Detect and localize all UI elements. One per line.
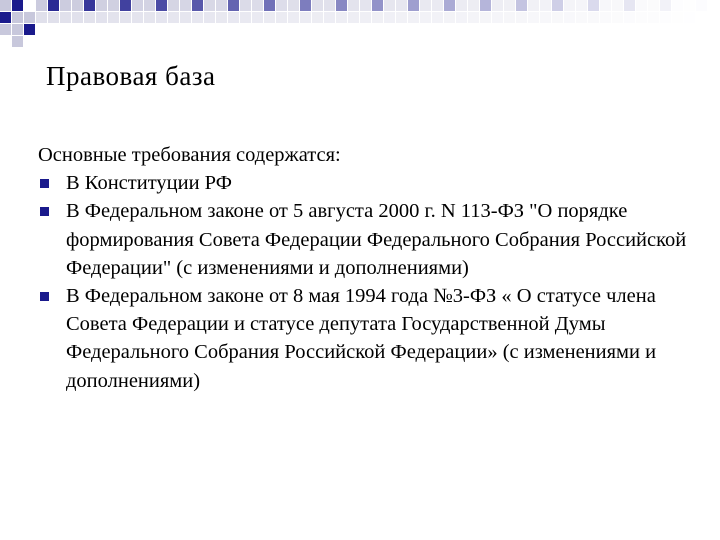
decorative-square — [252, 0, 263, 11]
decorative-square — [456, 0, 467, 11]
bullet-list — [38, 169, 688, 395]
decorative-square — [396, 12, 407, 23]
decorative-square — [480, 0, 491, 11]
decorative-square — [240, 12, 251, 23]
decorative-square — [180, 12, 191, 23]
decorative-square — [72, 12, 83, 23]
list-item — [38, 169, 688, 197]
decorative-square — [240, 0, 251, 11]
square-bullet-icon — [40, 207, 49, 216]
decorative-square — [612, 12, 623, 23]
decorative-square — [576, 12, 587, 23]
decorative-square — [636, 0, 647, 11]
decorative-square — [396, 0, 407, 11]
list-item — [38, 197, 688, 282]
decorative-square — [168, 0, 179, 11]
decorative-square — [108, 12, 119, 23]
decorative-square — [192, 12, 203, 23]
decorative-square — [492, 12, 503, 23]
square-bullet-icon — [40, 179, 49, 188]
decorative-square — [300, 12, 311, 23]
decorative-square — [444, 0, 455, 11]
decorative-square — [528, 0, 539, 11]
decorative-square — [432, 0, 443, 11]
decorative-square — [492, 0, 503, 11]
decorative-square — [660, 12, 671, 23]
decorative-square — [420, 0, 431, 11]
decorative-square — [288, 12, 299, 23]
decorative-square — [84, 12, 95, 23]
decorative-square — [480, 12, 491, 23]
decorative-square — [276, 0, 287, 11]
decorative-square — [108, 0, 119, 11]
decorative-square — [672, 12, 683, 23]
intro-text: Основные требования содержатся: — [38, 144, 341, 166]
decorative-square — [348, 0, 359, 11]
decorative-square — [684, 0, 695, 11]
decorative-square — [528, 12, 539, 23]
list-item — [38, 282, 688, 395]
decorative-square — [60, 12, 71, 23]
decorative-square — [324, 0, 335, 11]
decorative-square — [96, 0, 107, 11]
decorative-square — [336, 0, 347, 11]
decorative-square — [600, 12, 611, 23]
decorative-square — [72, 0, 83, 11]
decorative-square — [624, 0, 635, 11]
decorative-square — [228, 0, 239, 11]
decorative-square — [612, 0, 623, 11]
decorative-square — [456, 12, 467, 23]
decorative-square — [660, 0, 671, 11]
decorative-square — [564, 12, 575, 23]
decorative-square — [624, 12, 635, 23]
decorative-square — [384, 12, 395, 23]
decorative-square — [540, 0, 551, 11]
decorative-square — [564, 0, 575, 11]
decorative-square — [408, 12, 419, 23]
decorative-square — [384, 0, 395, 11]
decorative-square — [684, 12, 695, 23]
list-item-text: В Федеральном законе от 5 августа 2000 г. N 113-ФЗ "О порядке формирования Совета Федерации Федерального Собрания Российской Федерации" (с изменениями и дополнениями) — [66, 200, 687, 279]
decorative-square — [588, 0, 599, 11]
decorative-square — [144, 0, 155, 11]
decorative-square — [360, 0, 371, 11]
decorative-square — [252, 12, 263, 23]
decorative-square — [420, 12, 431, 23]
decorative-square — [360, 12, 371, 23]
decorative-square — [348, 12, 359, 23]
decorative-square — [48, 12, 59, 23]
decorative-square — [696, 0, 707, 11]
decorative-square — [216, 0, 227, 11]
decorative-square — [132, 12, 143, 23]
decorative-square — [600, 0, 611, 11]
decorative-square — [588, 12, 599, 23]
decorative-square — [540, 12, 551, 23]
decorative-square — [276, 12, 287, 23]
decorative-square — [120, 12, 131, 23]
decorative-square — [264, 12, 275, 23]
decorative-square — [504, 12, 515, 23]
decorative-square — [216, 12, 227, 23]
decorative-square — [96, 12, 107, 23]
decorative-square — [672, 0, 683, 11]
decorative-square — [204, 12, 215, 23]
decorative-square — [120, 0, 131, 11]
slide-body — [38, 141, 688, 395]
decorative-square — [444, 12, 455, 23]
decorative-square — [288, 0, 299, 11]
decorative-square — [192, 0, 203, 11]
decorative-square — [516, 0, 527, 11]
decorative-square — [648, 0, 659, 11]
decorative-square — [336, 12, 347, 23]
list-item-text: В Федеральном законе от 8 мая 1994 года №3-ФЗ « О статусе члена Совета Федерации и статусе депутата Государственной Думы Федерального Собрания Российской Федерации» (с изменениями и дополнениями) — [66, 285, 657, 392]
decorative-square — [36, 0, 47, 11]
decorative-squares — [0, 0, 720, 60]
decorative-square — [36, 12, 47, 23]
decorative-square — [372, 0, 383, 11]
decorative-square — [552, 0, 563, 11]
decorative-square — [576, 0, 587, 11]
decorative-square — [264, 0, 275, 11]
decorative-square — [156, 0, 167, 11]
square-bullet-icon — [40, 292, 49, 301]
decorative-square — [432, 12, 443, 23]
decorative-square — [132, 0, 143, 11]
decorative-square — [144, 12, 155, 23]
decorative-square — [168, 12, 179, 23]
decorative-square — [552, 12, 563, 23]
decorative-square — [312, 0, 323, 11]
decorative-square — [636, 12, 647, 23]
decorative-square — [468, 0, 479, 11]
slide-title: Правовая база — [46, 61, 216, 91]
decorative-square — [324, 12, 335, 23]
decorative-square — [300, 0, 311, 11]
decorative-square — [312, 12, 323, 23]
decorative-square — [48, 0, 59, 11]
decorative-square — [156, 12, 167, 23]
decorative-square — [372, 12, 383, 23]
decorative-square — [180, 0, 191, 11]
decorative-square — [648, 12, 659, 23]
decorative-square — [60, 0, 71, 11]
decorative-square — [468, 12, 479, 23]
list-item-text: В Конституции РФ — [66, 172, 232, 195]
decorative-square — [408, 0, 419, 11]
decorative-square — [228, 12, 239, 23]
decorative-square — [516, 12, 527, 23]
decorative-square — [84, 0, 95, 11]
decorative-square — [204, 0, 215, 11]
decorative-square — [504, 0, 515, 11]
